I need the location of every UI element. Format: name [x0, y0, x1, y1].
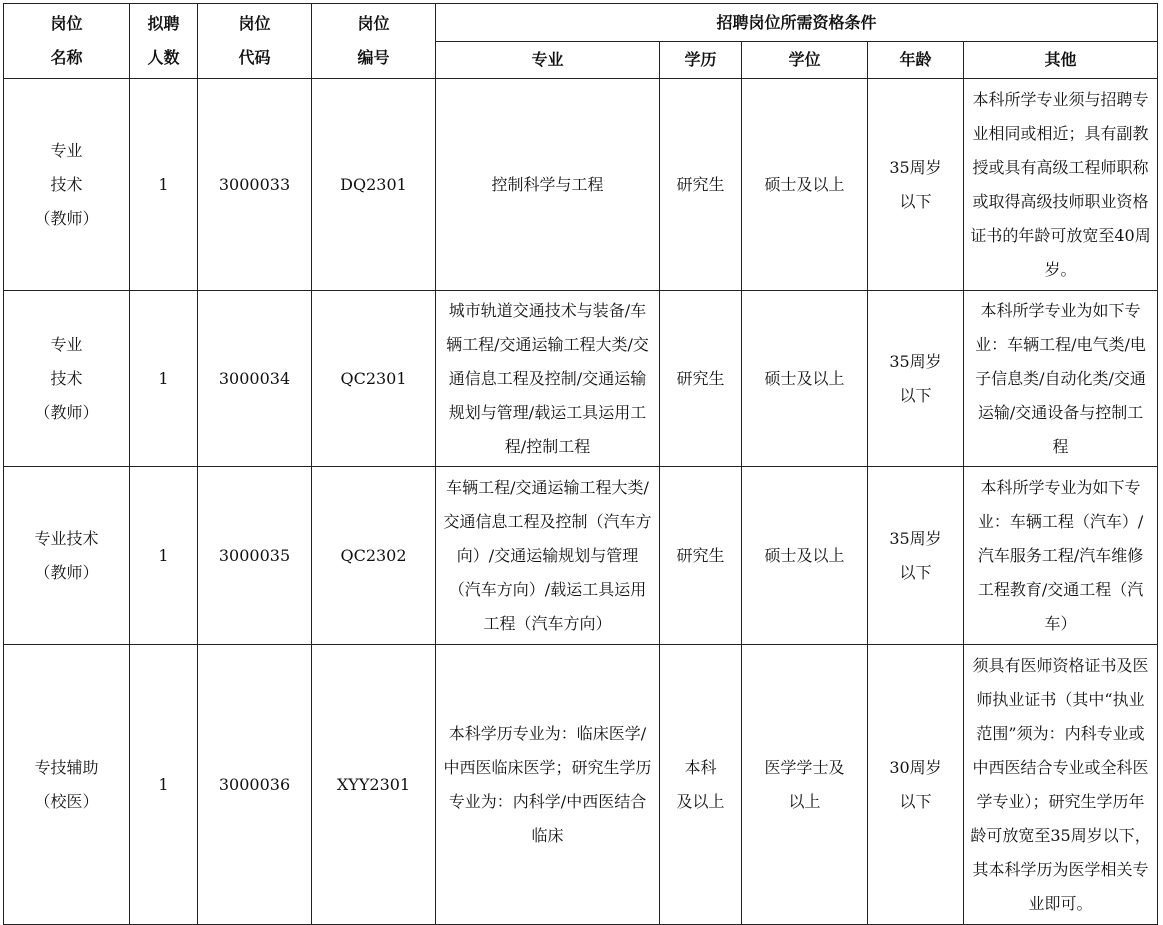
cell-post-code: 3000036: [198, 645, 312, 925]
cell-post-no: QC2301: [312, 291, 436, 467]
cell-count: 1: [130, 79, 198, 291]
table-row: [4, 467, 1158, 645]
header-post-name: 岗位 名称: [4, 4, 130, 79]
table-row: [4, 79, 1158, 291]
cell-major: 城市轨道交通技术与装备/车 辆工程/交通运输工程大类/交 通信息工程及控制/交通运输 规划与管理/载运工具运用工 程/控制工程: [436, 291, 660, 467]
cell-post-code: 3000035: [198, 467, 312, 645]
cell-count: 1: [130, 467, 198, 645]
cell-post-no: DQ2301: [312, 79, 436, 291]
cell-age: 35周岁 以下: [868, 291, 964, 467]
header-other: 其他: [964, 42, 1158, 79]
table-row: [4, 645, 1158, 925]
cell-post-name: 专业技术 （教师）: [4, 467, 130, 645]
cell-education: 本科 及以上: [660, 645, 742, 925]
cell-degree: 医学学士及 以上: [742, 645, 868, 925]
table-row: [4, 291, 1158, 467]
recruitment-table: [3, 3, 1158, 925]
header-post-no: 岗位 编号: [312, 4, 436, 79]
cell-post-name: 专业 技术 （教师）: [4, 291, 130, 467]
cell-age: 35周岁 以下: [868, 467, 964, 645]
cell-post-no: QC2302: [312, 467, 436, 645]
cell-degree: 硕士及以上: [742, 79, 868, 291]
cell-major: 车辆工程/交通运输工程大类/ 交通信息工程及控制（汽车方 向）/交通运输规划与管理 （汽车方向）/载运工具运用 工程（汽车方向）: [436, 467, 660, 645]
cell-major: 本科学历专业为：临床医学/ 中西医临床医学；研究生学历 专业为：内科学/中西医结合 临床: [436, 645, 660, 925]
cell-post-no: XYY2301: [312, 645, 436, 925]
cell-degree: 硕士及以上: [742, 467, 868, 645]
header-education: 学历: [660, 42, 742, 79]
cell-other: 须具有医师资格证书及医 师执业证书（其中“执业 范围”须为：内科专业或 中西医结合专业或全科医 学专业）；研究生学历年 龄可放宽至35周岁以下， 其本科学历为医学相关专 业即可。: [964, 645, 1158, 925]
header-major: 专业: [436, 42, 660, 79]
cell-post-code: 3000034: [198, 291, 312, 467]
cell-age: 30周岁 以下: [868, 645, 964, 925]
header-post-code: 岗位 代码: [198, 4, 312, 79]
cell-other: 本科所学专业为如下专 业：车辆工程（汽车）/ 汽车服务工程/汽车维修 工程教育/交通工程（汽 车）: [964, 467, 1158, 645]
cell-count: 1: [130, 291, 198, 467]
cell-education: 研究生: [660, 467, 742, 645]
cell-age: 35周岁 以下: [868, 79, 964, 291]
cell-education: 研究生: [660, 79, 742, 291]
header-conditions: 招聘岗位所需资格条件: [436, 4, 1158, 42]
cell-major: 控制科学与工程: [436, 79, 660, 291]
cell-post-name: 专业 技术 （教师）: [4, 79, 130, 291]
cell-other: 本科所学专业为如下专 业：车辆工程/电气类/电 子信息类/自动化类/交通 运输/交通设备与控制工 程: [964, 291, 1158, 467]
cell-post-code: 3000033: [198, 79, 312, 291]
cell-count: 1: [130, 645, 198, 925]
header-age: 年龄: [868, 42, 964, 79]
header-count: 拟聘 人数: [130, 4, 198, 79]
cell-degree: 硕士及以上: [742, 291, 868, 467]
cell-education: 研究生: [660, 291, 742, 467]
cell-post-name: 专技辅助 （校医）: [4, 645, 130, 925]
cell-other: 本科所学专业须与招聘专 业相同或相近；具有副教 授或具有高级工程师职称 或取得高级技师职业资格 证书的年龄可放宽至40周 岁。: [964, 79, 1158, 291]
header-degree: 学位: [742, 42, 868, 79]
